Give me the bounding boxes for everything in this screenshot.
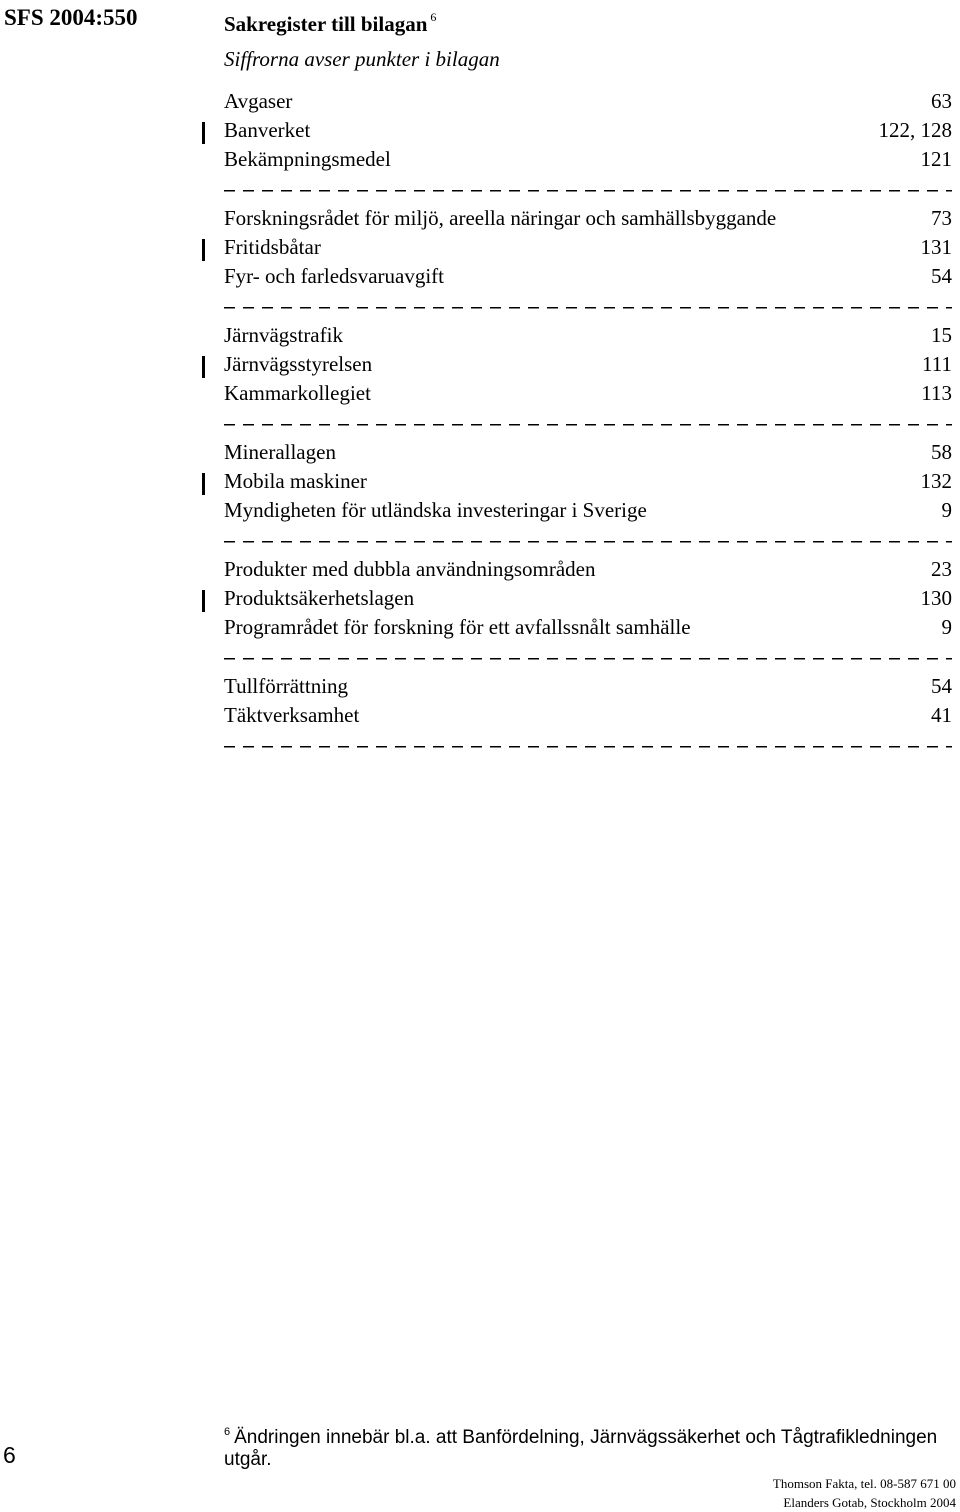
register-group [196,87,954,201]
entry-pages: 73 [931,206,952,230]
imprint-line-printer: Elanders Gotab, Stockholm 2004 [783,1495,956,1510]
entry-term: Bekämpningsmedel [224,147,391,171]
entry-term: Produktsäkerhetslagen [224,586,415,610]
entry-term: Mobila maskiner [224,469,367,493]
register-group [196,438,954,552]
entry-term: Avgaser [224,89,293,113]
entry-term: Forskningsrådet för miljö, areella näringar och samhällsbyggande [224,206,777,230]
entry-term: Järnvägstrafik [224,323,343,347]
register-entry [196,145,954,174]
entry-pages: 54 [931,674,952,698]
footnote-text: Ändringen innebär bl.a. att Banfördelning, Järnvägssäkerhet och Tågtrafikledningen utgår. [224,1427,938,1470]
register-entry-changed [196,233,954,262]
title-footnote-marker: 6 [430,10,437,24]
entry-pages: 15 [931,323,952,347]
register-entry-changed [196,467,954,496]
page-subtitle: Siffrorna avser punkter i bilagan [224,47,500,71]
entry-pages: 130 [920,586,952,610]
register-entry [196,438,954,467]
group-divider [224,296,952,318]
register-entry-changed [196,116,954,145]
entry-pages: 131 [920,235,952,259]
entry-pages: 41 [931,703,952,727]
page-title-text: Sakregister till bilagan [224,12,428,36]
footnote [224,1421,954,1471]
register-entry [196,204,954,233]
entry-term: Fritidsbåtar [224,235,321,259]
page-number: 6 [3,1442,16,1468]
register-entry [196,701,954,730]
imprint-line-publisher: Thomson Fakta, tel. 08-587 671 00 [772,1476,956,1491]
register-group [196,204,954,318]
entry-pages: 58 [931,440,952,464]
entry-term: Produkter med dubbla användningsområden [224,557,596,581]
register-entry-changed [196,350,954,379]
register-entry [196,321,954,350]
register-entry [196,672,954,701]
entry-term: Minerallagen [224,440,336,464]
group-divider [224,413,952,435]
register-entry [196,613,954,642]
entry-pages: 23 [931,557,952,581]
register-entry [196,87,954,116]
register-entry [196,262,954,291]
group-divider [224,647,952,669]
entry-pages: 63 [931,89,952,113]
group-divider [224,735,952,757]
entry-pages: 122, 128 [878,118,952,142]
entry-term: Täktverksamhet [224,703,360,727]
register-entry [196,496,954,525]
entry-pages: 113 [921,381,952,405]
register-group [196,321,954,435]
group-divider [224,530,952,552]
entry-term: Järnvägsstyrelsen [224,352,373,376]
group-divider [224,179,952,201]
entry-pages: 54 [931,264,952,288]
register-entry [196,379,954,408]
imprint [773,1474,956,1512]
entry-pages: 111 [922,352,952,376]
entry-term: Programrådet för forskning för ett avfallssnålt samhälle [224,615,691,639]
page-title [224,3,436,38]
sfs-number: SFS 2004:550 [4,5,138,30]
entry-term: Kammarkollegiet [224,381,371,405]
register-group [196,672,954,757]
entry-term: Banverket [224,118,311,142]
entry-term: Myndigheten för utländska investeringar i Sverige [224,498,647,522]
footnote-marker: 6 [224,1426,231,1438]
entry-pages: 121 [920,147,952,171]
entry-term: Tullförrättning [224,674,349,698]
register-entry [196,555,954,584]
subject-register [196,87,954,760]
register-group [196,555,954,669]
entry-pages: 132 [920,469,952,493]
register-entry-changed [196,584,954,613]
entry-pages: 9 [941,615,952,639]
entry-pages: 9 [941,498,952,522]
entry-term: Fyr- och farledsvaruavgift [224,264,444,288]
